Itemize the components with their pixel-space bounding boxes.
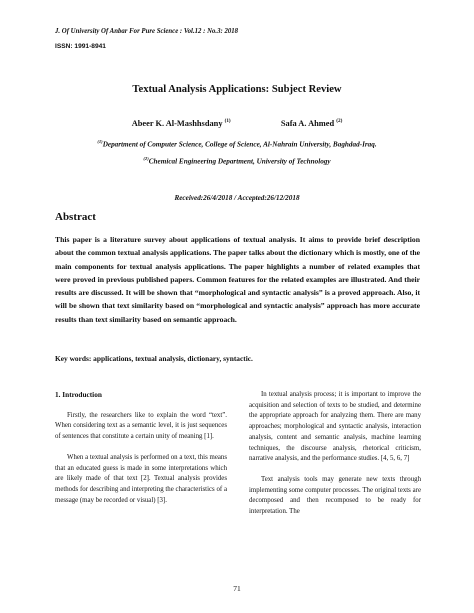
- journal-header: J. Of University Of Anbar For Pure Science : Vol.12 : No.3: 2018: [55, 28, 239, 35]
- affiliation-2-mark: (2): [143, 156, 149, 161]
- paper-title: Textual Analysis Applications: Subject Review: [132, 84, 342, 95]
- author-1-mark: (1): [224, 118, 231, 124]
- issn-line: ISSN: 1991-8941: [55, 43, 106, 50]
- author-1-name: Abeer K. Al-Mashhsdany: [131, 118, 225, 128]
- body-paragraph: Text analysis tools may generate new texts through implementing some computer processes. The original texts are decomposed and then recomposed to be ready for interpretation. The: [249, 475, 421, 516]
- affiliation-1-text: Department of Computer Science, College of Science, Al-Nahrain University, Baghdad-Iraq.: [102, 140, 377, 149]
- affiliation-2: [0, 156, 474, 165]
- author-2-name: Safa A. Ahmed: [280, 118, 337, 128]
- received-accepted-dates: Received:26/4/2018 / Accepted:26/12/2018: [174, 194, 300, 202]
- section-heading-introduction: 1. Introduction: [55, 390, 102, 399]
- right-column: [249, 390, 421, 528]
- left-column: [55, 390, 227, 516]
- affiliation-1-mark: (1): [97, 139, 103, 144]
- body-paragraph: When a textual analysis is performed on a text, this means that an educated guess is made in some interpretations which are likely made of that text [2]. Textual analysis provides methods for describing and interpreting the characteristics of a message (may be recorded or visual) [3].: [55, 453, 227, 504]
- keywords-line: Key words: applications, textual analysis, dictionary, syntactic.: [55, 354, 253, 363]
- body-paragraph: In textual analysis process; it is important to improve the acquisition and selection of texts to be studied, and determine the appropriate approach for analyzing them. There are many approaches; morphological and syntactic analysis, interaction analysis, content and semantic analysis, machine learning techniques, the discourse analysis, rhetorical criticism, narrative analysis, and the performance studies. [4, 5, 6, 7]: [249, 391, 421, 463]
- abstract-heading: Abstract: [55, 211, 96, 223]
- author-2-mark: (2): [336, 118, 343, 124]
- author-1: [132, 118, 231, 128]
- affiliation-1: [0, 139, 474, 148]
- author-line: [0, 118, 474, 128]
- author-2: [281, 118, 342, 128]
- body-paragraph: Firstly, the researchers like to explain the word “text”. When considering text as a semantic level, it is just sequences of sentences that constitute a certain unity of meaning [1].: [55, 411, 227, 441]
- abstract-text: This paper is a literature survey about applications of textual analysis. It aims to provide brief description about the common textual analysis applications. The paper talks about the dictionary which is mostly, one of the main components for textual analysis applications. The paper highlights a number of related examples that were proved in previous published papers. Common features for the related examples are illustrated. And their results are discussed. It will be shown that “morphological and syntactic analysis” is a proved approach. Also, it will be shown that text similarity based on “morphological and syntactic analysis” approach has more accurate results than text similarity based on semantic approach.: [55, 235, 420, 324]
- affiliation-2-text: Chemical Engineering Department, University of Technology: [148, 157, 331, 166]
- page-number: 71: [233, 584, 241, 593]
